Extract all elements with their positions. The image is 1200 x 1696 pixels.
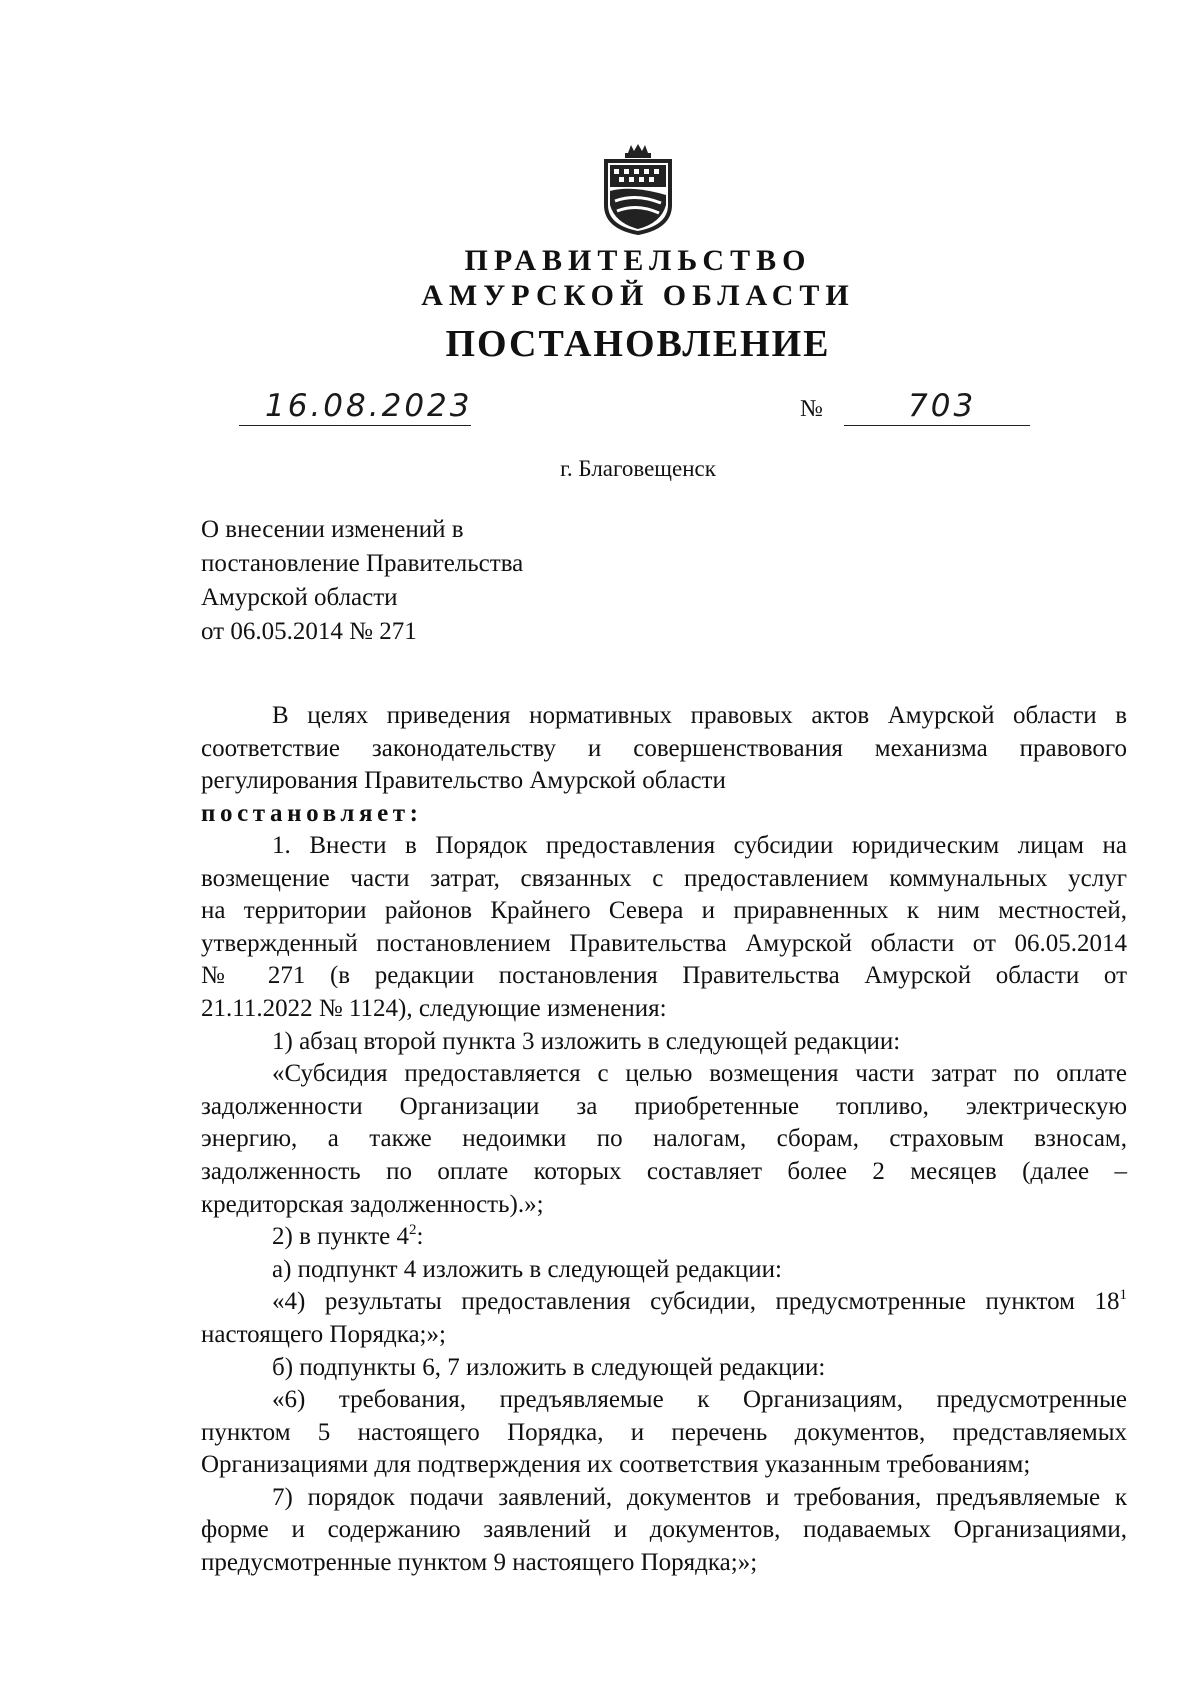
text-line: на территории районов Крайнего Севера и приравненных к ним местностей, (201, 897, 1127, 925)
subject-line: от 06.05.2014 № 271 (201, 618, 417, 645)
text-line: 1. Внести в Порядок предоставления субсидии юридическим лицам на (272, 832, 1127, 859)
city-name: г. Благовещенск (560, 456, 716, 481)
text-line: возмещение части затрат, связанных с предоставлением коммунальных услуг (201, 864, 1127, 892)
quote-line: Организациями для подтверждения их соответствия указанным требованиям; (201, 1451, 1031, 1479)
subject-line: постановление Правительства (201, 550, 524, 577)
text-line: утвержденный постановлением Правительства Амурской области от 06.05.2014 (201, 929, 1127, 957)
text-line: регулирования Правительство Амурской области (201, 767, 726, 795)
number-sign: № (800, 396, 823, 422)
text-line: 21.11.2022 № 1124), следующие изменения: (201, 994, 667, 1022)
subitem-2-text: 2) в пункте 4 (272, 1223, 409, 1251)
number-underline (844, 425, 1030, 426)
quote-line (201, 1286, 1127, 1319)
superscript: 2 (408, 1222, 417, 1239)
text-line: соответствие законодательству и совершенствования механизма правового (201, 734, 1127, 762)
document-subject (201, 513, 523, 649)
handwritten-date: 16.08.2023 (265, 388, 473, 424)
quote-line: предусмотренные пунктом 9 настоящего Порядка;»; (201, 1549, 758, 1577)
subitem-1: 1) абзац второй пункта 3 изложить в следующей редакции: (272, 1027, 901, 1055)
quote-line: задолженности Организации за приобретенные топливо, электрическую (201, 1092, 1127, 1120)
date-underline (239, 425, 471, 426)
quote-text: «4) результаты предоставления субсидии, предусмотренные пунктом 18 (272, 1288, 1120, 1316)
quote-line: 7) порядок подачи заявлений, документов и требования, предъявляемые к (272, 1483, 1127, 1511)
quote-line: настоящего Порядка;»; (201, 1320, 446, 1348)
organization-name-line2: АМУРСКОЙ ОБЛАСТИ (421, 279, 855, 312)
resolves-word: постановляет: (201, 799, 423, 827)
organization-name-line1: ПРАВИТЕЛЬСТВО (464, 244, 812, 277)
text-line: № 271 (в редакции постановления Правительства Амурской области от (201, 962, 1127, 990)
document-date-field (239, 388, 473, 432)
subitem-b: б) подпункты 6, 7 изложить в следующей редакции: (272, 1353, 826, 1381)
handwritten-number: 703 (908, 388, 977, 424)
quote-line: «6) требования, предъявляемые к Организациям, предусмотренные (272, 1386, 1127, 1414)
quote-line: кредиторская задолженность).»; (201, 1190, 544, 1218)
subject-line: О внесении изменений в (201, 516, 464, 543)
quote-line: задолженность по оплате которых составляет более 2 месяцев (далее – (201, 1157, 1127, 1185)
superscript: 1 (1119, 1287, 1127, 1304)
subitem-2 (201, 1221, 1127, 1254)
preamble (201, 700, 1127, 830)
text-line: В целях приведения нормативных правовых актов Амурской области в (272, 702, 1127, 729)
amur-region-coat-of-arms-icon (601, 143, 675, 235)
quote-line: форме и содержанию заявлений и документов, подаваемых Организациями, (201, 1516, 1127, 1544)
subject-line: Амурской области (201, 584, 398, 611)
document-type-title: ПОСТАНОВЛЕНИЕ (445, 323, 831, 365)
quote-line: «Субсидия предоставляется с целью возмещения части затрат по оплате (272, 1060, 1127, 1088)
subitem-a: а) подпункт 4 изложить в следующей редакции: (272, 1255, 782, 1283)
quote-line: пунктом 5 настоящего Порядка, и перечень документов, представляемых (201, 1418, 1127, 1446)
document-number-field (800, 388, 1030, 432)
colon: : (416, 1223, 424, 1251)
quote-line: энергию, а также недоимки по налогам, сборам, страховым взносам, (201, 1125, 1127, 1153)
item-1 (201, 830, 1127, 1580)
